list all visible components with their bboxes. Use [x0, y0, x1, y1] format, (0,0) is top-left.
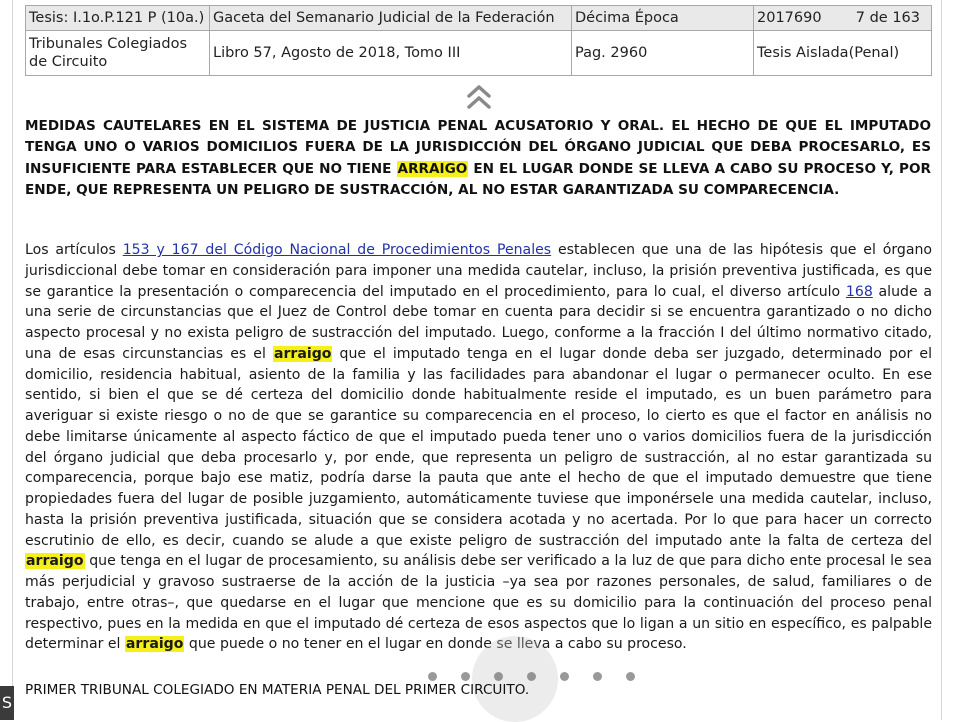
body-text-2: establecen que una de las hipótesis que el órgano jurisdiccional debe tomar en consideración para imponer una medida cautelar, incluso, la prisión preventiva justificada, es que se garantice la presentación o comparecencia del imputado en el procedimiento, para lo cual, el diverso artículo — [25, 242, 933, 300]
dot-icon — [527, 672, 536, 681]
dot-icon — [593, 672, 602, 681]
dot-icon — [626, 672, 635, 681]
pagination-dots — [428, 672, 635, 681]
dot-icon — [461, 672, 470, 681]
body-text-1: Los artículos — [25, 242, 123, 258]
dot-icon — [560, 672, 569, 681]
body-text-6: que puede o no tener en el lugar en donde se lleva a cabo su proceso. — [184, 636, 687, 653]
highlight-arraigo-3: arraigo — [125, 636, 184, 653]
register-number: 2017690 — [757, 10, 822, 26]
body-text-5: que tenga en el lugar de procesamiento, su análisis debe ser verificado a la luz de que para dicho ente procesal le sea más perjudicial y gravoso sustraerse de la acción de la justicia –ya sea por razones personales, de salud, familiares o de trabajo, entre otras–, que quedarse en el lugar que mencione que es su domicilio para la continuación del proceso penal respectivo, pues en la medida en que el imputado dé certeza de esos aspectos que lo ligan a un sitio en específico, es palpable determinar el — [25, 553, 932, 653]
article-168-link[interactable]: 168 — [845, 283, 873, 300]
highlight-arraigo-1: arraigo — [273, 345, 332, 362]
highlight-arraigo-2: arraigo — [26, 553, 84, 570]
side-tab[interactable]: S — [0, 686, 14, 720]
heading-highlight: ARRAIGO — [397, 160, 468, 177]
body-text-3: alude a una serie de circunstancias que el Juez de Control debe tomar en cuenta para decidir si se encuentra garantizado o no dicho aspecto procesal y no exista peligro de sustracción del imputado. Luego, conforme a la fracción I del último normativo citado, una de esas circunstancias es el — [25, 283, 932, 362]
instance: Tribunales Colegiados de Circuito — [26, 31, 210, 76]
metadata-row-2 — [26, 31, 932, 76]
thesis-type: Tesis Aislada(Penal) — [754, 31, 932, 76]
articles-link[interactable]: 153 y 167 del Código Nacional de Procedimientos Penales — [122, 242, 552, 258]
register-cell — [754, 6, 932, 31]
epoch: Décima Época — [572, 6, 754, 31]
metadata-table — [25, 5, 932, 76]
metadata-row-1 — [26, 6, 932, 31]
court-name: PRIMER TRIBUNAL COLEGIADO EN MATERIA PENAL DEL PRIMER CIRCUITO. — [25, 682, 530, 698]
dot-icon — [428, 672, 437, 681]
publication-name: Gaceta del Semanario Judicial de la Federación — [210, 6, 572, 31]
book-volume: Libro 57, Agosto de 2018, Tomo III — [210, 31, 572, 76]
thesis-heading — [25, 116, 931, 201]
thesis-body — [25, 240, 932, 655]
heading-text-1: MEDIDAS CAUTELARES EN EL SISTEMA DE JUSTICIA PENAL ACUSATORIO Y ORAL. EL HECHO DE QUE EL IMPUTADO TENGA UNO O VARIOS DOMICILIOS FUERA DE LA JURISDICCIÓN DEL ÓRGANO JUDICIAL QUE DEBA PROCESARLO, ES INSUFICIENTE PARA ESTABLECER QUE NO TIENE — [25, 118, 931, 177]
result-position: 7 de 163 — [855, 10, 920, 26]
dot-icon — [494, 672, 503, 681]
heading-text-2: EN EL LUGAR DONDE SE LLEVA A CABO SU PROCESO Y, POR ENDE, QUE REPRESENTA UN PELIGRO DE SUSTRACCIÓN, AL NO ESTAR GARANTIZADA SU COMPARECENCIA. — [25, 160, 931, 198]
tesis-number: Tesis: I.1o.P.121 P (10a.) — [26, 6, 210, 31]
body-text-4: que el imputado tenga en el lugar donde deba ser juzgado, determinado por el domicilio, residencia habitual, asiento de la familia y las facilidades para abandonar el lugar o permanecer oculto. En ese sentido, si bien el que se dé certeza del domicilio donde habitualmente reside el imputado, es un buen parámetro para averiguar si existe riesgo o no de que se garantice su comparecencia en el proceso, lo cierto es que el factor en análisis no debe limitarse únicamente al aspecto fáctico de que el imputado pueda tener uno o varios domicilios fuera de la jurisdicción del órgano judicial que deba procesarlo y, por ende, que representa un peligro de sustracción, al no estar garantizada su comparecencia, porque bajo ese matiz, podría darse la pauta que ante el hecho de que el imputado demuestre que tiene propiedades fuera del lugar de posible juzgamiento, automáticamente tuviese que imponérsele una medida cautelar, incluso, hasta la prisión preventiva justificada, situación que se considera acotada y no acertada. Por lo que para hacer un correcto escrutinio de ello, es decir, cuando se alude a que existe peligro de sustracción del imputado ante la falta de certeza del — [25, 345, 933, 549]
page-number: Pag. 2960 — [572, 31, 754, 76]
double-chevron-up-icon[interactable] — [466, 82, 492, 112]
